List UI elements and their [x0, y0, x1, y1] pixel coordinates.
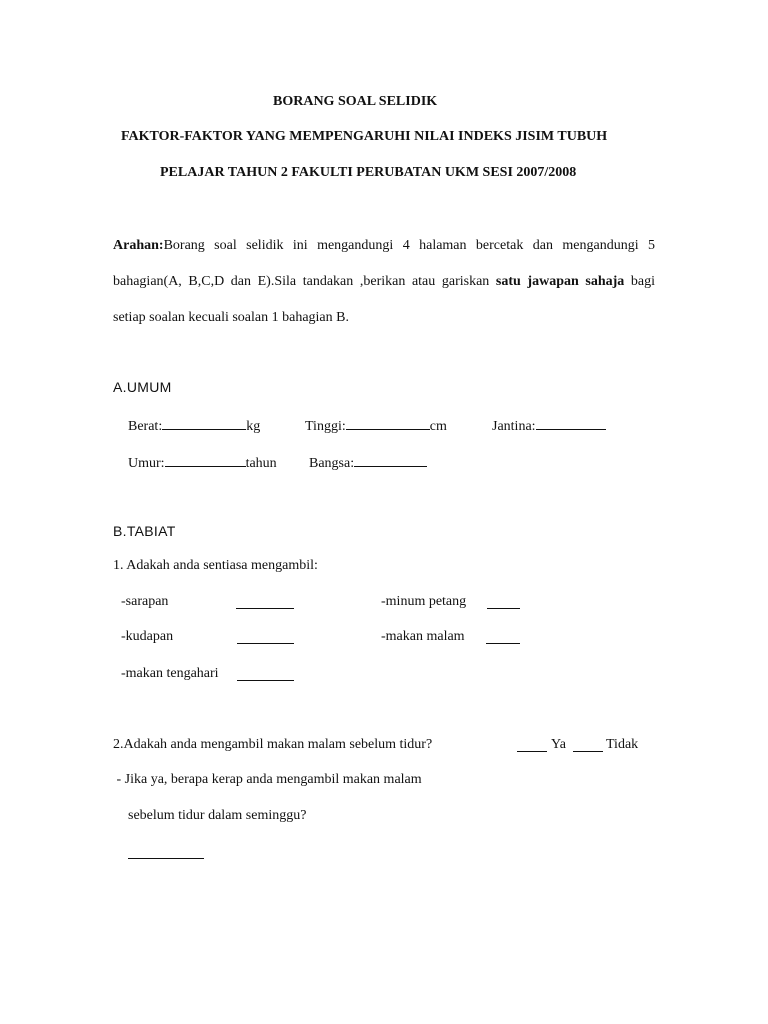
minum-petang-input-line[interactable]	[487, 594, 520, 609]
instructions-text: Borang soal selidik ini mengandungi 4 halaman bercetak dan mengandungi 5 bahagian(A, B,C,D dan E).Sila tandakan ,berikan atau gariskan	[113, 238, 655, 289]
q2-followup-input-line[interactable]	[128, 844, 204, 859]
jantina-label: Jantina:	[492, 419, 536, 434]
bangsa-input-line[interactable]	[354, 452, 427, 467]
berat-unit: kg	[246, 419, 261, 434]
bangsa-field[interactable]	[309, 452, 427, 472]
berat-input-line[interactable]	[162, 415, 246, 430]
instructions-emphasis: satu jawapan sahaja	[495, 274, 625, 289]
question-1: 1. Adakah anda sentiasa mengambil:	[113, 558, 318, 573]
question-2: 2.Adakah anda mengambil makan malam sebelum tidur?	[113, 737, 433, 752]
q2-yes-input-line[interactable]	[517, 737, 547, 752]
section-b-heading: B.TABIAT	[113, 523, 176, 539]
instructions-paragraph	[113, 228, 655, 336]
minum-petang-label: -minum petang	[381, 594, 467, 609]
berat-field[interactable]	[128, 415, 260, 435]
form-subtitle-line2: PELAJAR TAHUN 2 FAKULTI PERUBATAN UKM SESI 2007/2008	[160, 165, 577, 180]
jantina-input-line[interactable]	[536, 415, 606, 430]
instructions-text-end: bagi setiap soalan kecuali soalan 1 bahagian B.	[113, 274, 655, 325]
q2-no-input-line[interactable]	[573, 737, 603, 752]
q2-no-label: Tidak	[606, 737, 639, 752]
berat-label: Berat:	[128, 419, 163, 434]
makan-tengahari-input-line[interactable]	[237, 666, 294, 681]
sarapan-input-line[interactable]	[236, 594, 294, 609]
form-title: BORANG SOAL SELIDIK	[273, 94, 438, 109]
kudapan-input-line[interactable]	[237, 629, 294, 644]
sarapan-label: -sarapan	[121, 594, 169, 609]
tinggi-label: Tinggi:	[305, 419, 346, 434]
instructions-label: Arahan:	[113, 238, 164, 253]
q2-followup-line2: sebelum tidur dalam seminggu?	[128, 808, 307, 823]
umur-input-line[interactable]	[165, 452, 246, 467]
q2-followup-line1: - Jika ya, berapa kerap anda mengambil makan malam	[113, 772, 422, 787]
kudapan-label: -kudapan	[121, 629, 174, 644]
umur-label: Umur:	[128, 456, 165, 471]
section-a-heading: A.UMUM	[113, 379, 172, 395]
form-subtitle-line1: FAKTOR-FAKTOR YANG MEMPENGARUHI NILAI INDEKS JISIM TUBUH	[121, 129, 608, 144]
makan-malam-label: -makan malam	[381, 629, 465, 644]
bangsa-label: Bangsa:	[309, 456, 355, 471]
tinggi-unit: cm	[429, 419, 447, 434]
makan-tengahari-label: -makan tengahari	[121, 666, 219, 681]
tinggi-field[interactable]	[305, 415, 447, 435]
makan-malam-input-line[interactable]	[486, 629, 520, 644]
umur-field[interactable]	[128, 452, 277, 472]
jantina-field[interactable]	[492, 415, 606, 435]
umur-unit: tahun	[245, 456, 277, 471]
q2-yes-label: Ya	[551, 737, 566, 752]
tinggi-input-line[interactable]	[346, 415, 430, 430]
